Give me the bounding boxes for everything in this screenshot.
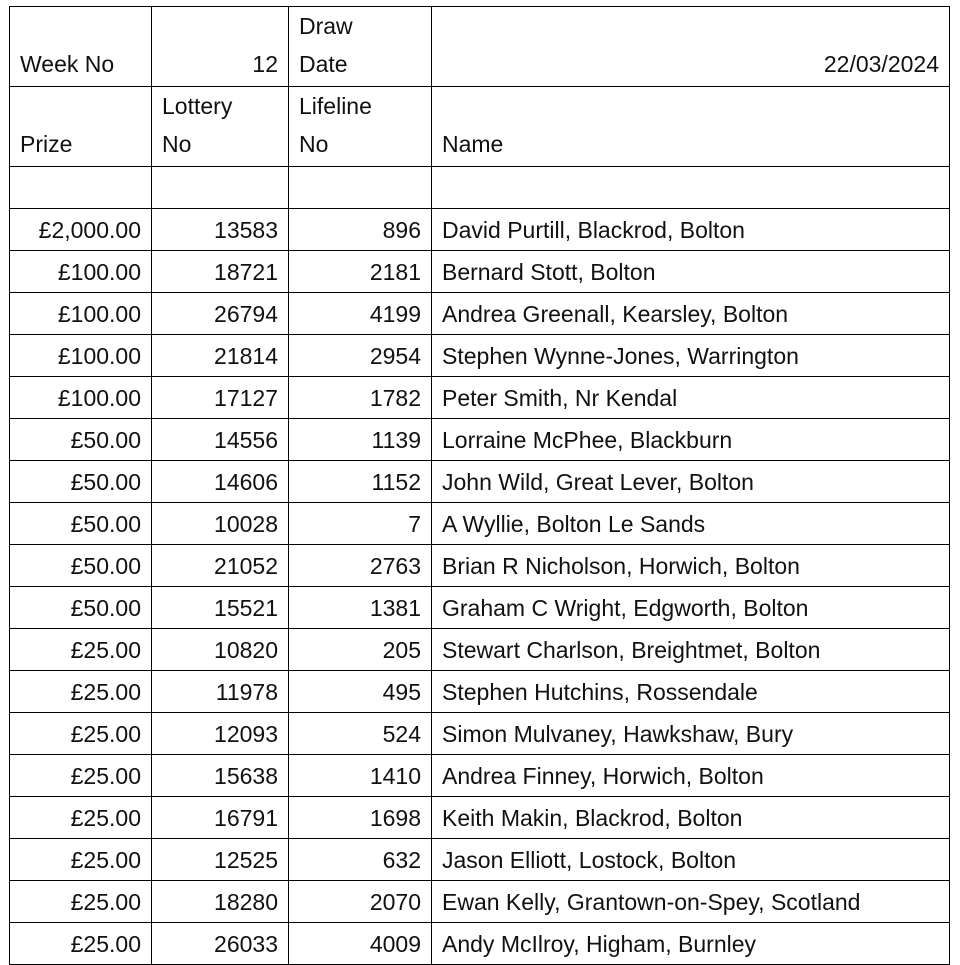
prize-header: Prize: [20, 131, 73, 157]
table-row: [10, 209, 950, 251]
prize-cell: £25.00: [10, 629, 152, 671]
prize-cell: £100.00: [10, 251, 152, 293]
table-row: [10, 713, 950, 755]
lottery-number-cell: 10028: [152, 503, 289, 545]
lottery-number-cell: 11978: [152, 671, 289, 713]
lifeline-number-cell: 2954: [289, 335, 432, 377]
draw-date-label-line2: Date: [299, 51, 348, 77]
winner-name-cell: Brian R Nicholson, Horwich, Bolton: [432, 545, 950, 587]
prize-cell: £50.00: [10, 587, 152, 629]
table-row: [10, 293, 950, 335]
winner-name-cell: Stephen Wynne-Jones, Warrington: [432, 335, 950, 377]
name-header: Name: [442, 131, 504, 157]
lifeline-number-cell: 4199: [289, 293, 432, 335]
winner-name-cell: Andrea Finney, Horwich, Bolton: [432, 755, 950, 797]
table-row: [10, 923, 950, 965]
table-row: [10, 755, 950, 797]
lifeline-header-line2: No: [299, 131, 329, 157]
lottery-number-cell: 21052: [152, 545, 289, 587]
lifeline-number-cell: 495: [289, 671, 432, 713]
lifeline-header-cell: [289, 87, 432, 167]
table-row: [10, 671, 950, 713]
prize-cell: £50.00: [10, 545, 152, 587]
table-row: [10, 419, 950, 461]
column-header-row: [10, 87, 950, 167]
lifeline-number-cell: 1152: [289, 461, 432, 503]
winner-name-cell: Keith Makin, Blackrod, Bolton: [432, 797, 950, 839]
lifeline-number-cell: 4009: [289, 923, 432, 965]
week-header-row: [10, 7, 950, 87]
table-row: [10, 839, 950, 881]
lifeline-number-cell: 2070: [289, 881, 432, 923]
winner-name-cell: Ewan Kelly, Grantown-on-Spey, Scotland: [432, 881, 950, 923]
table-row: [10, 797, 950, 839]
prize-cell: £2,000.00: [10, 209, 152, 251]
draw-date-value-cell: [432, 7, 950, 87]
blank-cell: [432, 167, 950, 209]
lifeline-number-cell: 1410: [289, 755, 432, 797]
lifeline-number-cell: 1139: [289, 419, 432, 461]
lifeline-number-cell: 2763: [289, 545, 432, 587]
winner-name-cell: Stewart Charlson, Breightmet, Bolton: [432, 629, 950, 671]
table-row: [10, 335, 950, 377]
prize-cell: £25.00: [10, 881, 152, 923]
lifeline-number-cell: 524: [289, 713, 432, 755]
week-value-cell: [152, 7, 289, 87]
lottery-number-cell: 21814: [152, 335, 289, 377]
lottery-header-line1: Lottery: [162, 93, 233, 119]
lottery-number-cell: 10820: [152, 629, 289, 671]
winner-name-cell: David Purtill, Blackrod, Bolton: [432, 209, 950, 251]
lottery-number-cell: 26033: [152, 923, 289, 965]
prize-cell: £25.00: [10, 839, 152, 881]
lifeline-header-line1: Lifeline: [299, 93, 372, 119]
blank-row: [10, 167, 950, 209]
table-row: [10, 881, 950, 923]
table-row: [10, 503, 950, 545]
lifeline-number-cell: 1782: [289, 377, 432, 419]
prize-cell: £50.00: [10, 503, 152, 545]
prize-header-cell: [10, 87, 152, 167]
prize-cell: £25.00: [10, 923, 152, 965]
lottery-number-cell: 13583: [152, 209, 289, 251]
winner-name-cell: Andrea Greenall, Kearsley, Bolton: [432, 293, 950, 335]
lifeline-number-cell: 1381: [289, 587, 432, 629]
prize-cell: £100.00: [10, 377, 152, 419]
lottery-header-line2: No: [162, 131, 192, 157]
lifeline-number-cell: 1698: [289, 797, 432, 839]
prize-cell: £25.00: [10, 797, 152, 839]
table-row: [10, 461, 950, 503]
winner-name-cell: John Wild, Great Lever, Bolton: [432, 461, 950, 503]
lottery-header-cell: [152, 87, 289, 167]
draw-date-label-cell: [289, 7, 432, 87]
lottery-number-cell: 26794: [152, 293, 289, 335]
winner-name-cell: Bernard Stott, Bolton: [432, 251, 950, 293]
week-label: Week No: [20, 51, 115, 77]
lifeline-number-cell: 7: [289, 503, 432, 545]
winner-name-cell: Simon Mulvaney, Hawkshaw, Bury: [432, 713, 950, 755]
winner-name-cell: Stephen Hutchins, Rossendale: [432, 671, 950, 713]
winner-name-cell: Lorraine McPhee, Blackburn: [432, 419, 950, 461]
lottery-number-cell: 14556: [152, 419, 289, 461]
blank-cell: [10, 167, 152, 209]
prize-cell: £25.00: [10, 755, 152, 797]
table-row: [10, 629, 950, 671]
prize-cell: £25.00: [10, 713, 152, 755]
prize-cell: £50.00: [10, 461, 152, 503]
prize-cell: £100.00: [10, 293, 152, 335]
prize-cell: £100.00: [10, 335, 152, 377]
lottery-number-cell: 12093: [152, 713, 289, 755]
blank-cell: [152, 167, 289, 209]
lifeline-number-cell: 2181: [289, 251, 432, 293]
lottery-number-cell: 12525: [152, 839, 289, 881]
table-row: [10, 377, 950, 419]
lifeline-number-cell: 205: [289, 629, 432, 671]
lottery-number-cell: 18721: [152, 251, 289, 293]
lottery-number-cell: 15521: [152, 587, 289, 629]
lottery-number-cell: 15638: [152, 755, 289, 797]
week-label-cell: [10, 7, 152, 87]
winner-name-cell: Andy McIlroy, Higham, Burnley: [432, 923, 950, 965]
lifeline-number-cell: 632: [289, 839, 432, 881]
week-value: 12: [252, 51, 278, 77]
winner-name-cell: Peter Smith, Nr Kendal: [432, 377, 950, 419]
prize-cell: £50.00: [10, 419, 152, 461]
lottery-number-cell: 16791: [152, 797, 289, 839]
blank-cell: [289, 167, 432, 209]
name-header-cell: [432, 87, 950, 167]
winner-name-cell: Graham C Wright, Edgworth, Bolton: [432, 587, 950, 629]
table-row: [10, 251, 950, 293]
winner-name-cell: Jason Elliott, Lostock, Bolton: [432, 839, 950, 881]
lottery-number-cell: 17127: [152, 377, 289, 419]
draw-date-label-line1: Draw: [299, 13, 353, 39]
winner-name-cell: A Wyllie, Bolton Le Sands: [432, 503, 950, 545]
table-row: [10, 587, 950, 629]
prize-cell: £25.00: [10, 671, 152, 713]
draw-date-value: 22/03/2024: [823, 51, 939, 77]
lifeline-number-cell: 896: [289, 209, 432, 251]
table-row: [10, 545, 950, 587]
lottery-number-cell: 14606: [152, 461, 289, 503]
lottery-results-table: [9, 6, 950, 965]
lottery-number-cell: 18280: [152, 881, 289, 923]
